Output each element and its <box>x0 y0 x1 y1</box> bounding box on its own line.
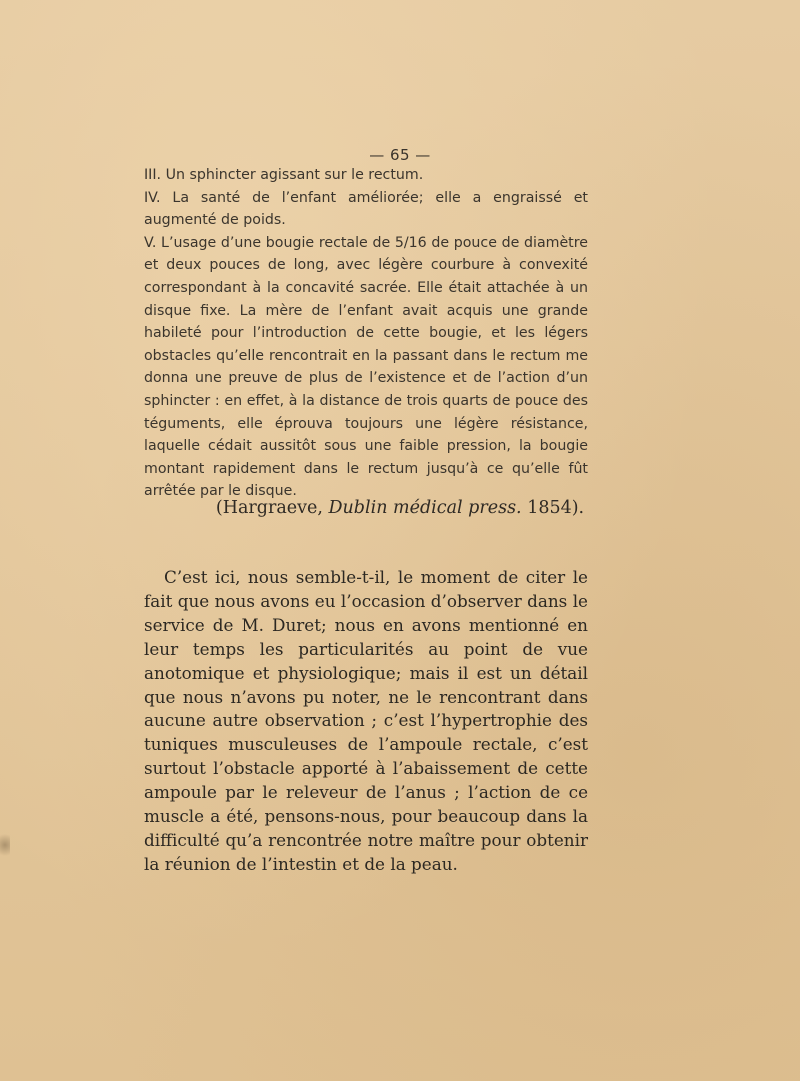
list-item-5: V. L’usage d’une bougie rectale de 5/16 de pouce de diamètre et deux pouces de long, avec légère courbure à convexité correspondant à la concavité sacrée. Elle était attachée à un disque fixe. La mère de l’enfant avait acquis une grande habileté pour l’introduction de cette bougie, et les légers obstacles qu’elle rencontrait en la passant dans le rectum me donna une preuve de plus de l’existence et de l’action d’un sphincter : en effet, à la distance de trois quarts de pouce des téguments, elle éprouva toujours une légère résistance, laquelle cédait aussitôt sous une faible pression, la bougie montant rapidement dans le rectum jusqu’à ce qu’elle fût arrêtée par le disque. <box>144 234 588 500</box>
list-item-4: IV. La santé de l’enfant améliorée; elle a engraissé et augmenté de poids. <box>144 189 588 229</box>
citation <box>0 498 800 518</box>
body-text <box>144 566 588 877</box>
paper-stain <box>0 830 10 860</box>
list-item-3: III. Un sphincter agissant sur le rectum. <box>144 167 424 183</box>
citation-journal: Dublin médical press. <box>328 498 522 518</box>
observation-list <box>144 164 588 503</box>
citation-author: (Hargraeve, <box>215 498 329 518</box>
body-paragraph: C’est ici, nous semble-t-il, le moment de citer le fait que nous avons eu l’occasion d’observer dans le service de M. Duret; nous en avons mentionné en leur temps les particularités au point de vue anotomique et physiologique; mais il est un détail que nous n’avons pu noter, ne le rencontrant dans aucune autre observation ; c’est l’hypertrophie des tuniques musculeuses de l’ampoule rectale, c’est surtout l’obstacle apporté à l’abaissement de cette ampoule par le releveur de l’anus ; l’action de ce muscle a été, pensons-nous, pour beaucoup dans la difficulté qu’a rencontrée notre maître pour obtenir la réunion de l’intestin et de la peau. <box>144 567 588 874</box>
page-number: — 65 — <box>369 146 431 164</box>
citation-year: 1854). <box>521 498 585 518</box>
